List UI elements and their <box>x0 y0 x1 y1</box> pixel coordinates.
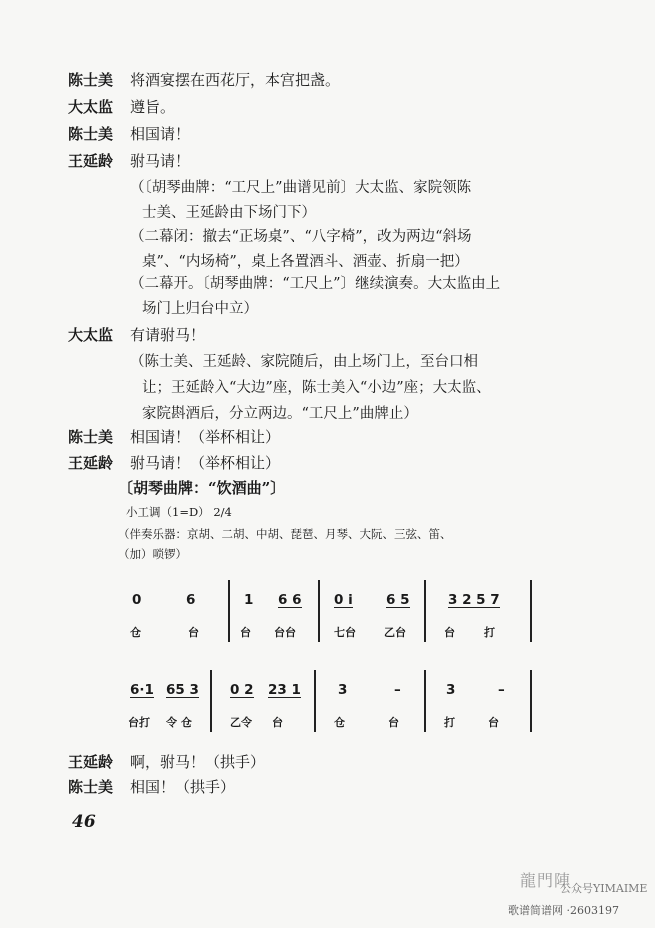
note: – <box>498 682 505 698</box>
note-group: 65 3 <box>166 682 199 698</box>
note-group: 6 6 <box>278 592 302 608</box>
gong-syllable: 台 <box>388 716 399 729</box>
gong-syllable: 台 <box>240 626 251 639</box>
bar-line <box>210 670 212 732</box>
note-group: 6·1 <box>130 682 154 698</box>
note: 1 <box>244 592 254 608</box>
bar-line <box>530 580 532 642</box>
dialogue-text: 将酒宴摆在西花厅，本宫把盏。 <box>130 71 341 89</box>
stage-line: 家院斟酒后，分立两边。“工尺上”曲牌止） <box>142 406 418 422</box>
dialogue-text: 驸马请！ <box>130 152 191 170</box>
note: 3 <box>338 682 348 698</box>
watermark-site: 歌谱简谱网 ·2603197 <box>508 904 619 917</box>
bar-line <box>530 670 532 732</box>
stage-line: 让；王延龄入“大边”座，陈士美入“小边”座；大太监、 <box>142 380 491 396</box>
note <box>448 592 500 608</box>
stage-line: （二幕开。〔胡琴曲牌：“工尺上”〕继续演奏。大太监由上 <box>130 276 501 292</box>
note <box>130 682 154 698</box>
dialogue-text: 驸马请！（举杯相让） <box>130 454 281 472</box>
stage-direction <box>130 176 471 222</box>
note <box>334 592 353 608</box>
note-group: 6 5 <box>386 592 410 608</box>
gong-syllable: 台打 <box>128 716 150 729</box>
note-group: 0 2 <box>230 682 254 698</box>
speaker-name: 陈士美 <box>68 778 114 796</box>
speaker-name: 大太监 <box>68 98 114 116</box>
qupai-title: 〔胡琴曲牌：“饮酒曲”〕 <box>118 479 286 497</box>
note-group: 23 1 <box>268 682 301 698</box>
bar-line <box>314 670 316 732</box>
page-number: 46 <box>72 812 96 832</box>
gong-syllable: 仓 <box>334 716 345 729</box>
instrument-list: （加）唢锣） <box>118 547 187 561</box>
dialogue-text: 啊，驸马！（拱手） <box>130 753 266 771</box>
dialogue-text: 遵旨。 <box>130 98 176 116</box>
stage-line: 场门上归台中立） <box>142 301 258 317</box>
stage-direction <box>130 272 500 318</box>
stage-direction <box>130 350 491 423</box>
score-row <box>118 580 538 650</box>
note: 0 <box>132 592 142 608</box>
gong-syllable: 台台 <box>274 626 296 639</box>
gong-syllable: 打 <box>484 626 495 639</box>
dialogue-text: 有请驸马！ <box>130 326 206 344</box>
stage-direction <box>130 225 472 271</box>
speaker-name: 王延龄 <box>68 152 114 170</box>
watermark-logo: 龍門陣 <box>520 871 572 890</box>
stage-line: （陈士美、王延龄、家院随后，由上场门上，至台口相 <box>130 354 478 370</box>
note <box>230 682 254 698</box>
gong-syllable: 令 仓 <box>166 716 192 729</box>
stage-line: （〔胡琴曲牌：“工尺上”曲谱见前〕大太监、家院领陈 <box>130 180 472 196</box>
stage-line: 士美、王延龄由下场门下） <box>142 205 316 221</box>
speaker-name: 陈士美 <box>68 125 114 143</box>
note <box>268 682 301 698</box>
note-group: 3 2 5 7 <box>448 592 500 608</box>
speaker-name: 陈士美 <box>68 428 114 446</box>
note: – <box>394 682 401 698</box>
key-signature: 小工调（1=D） 2/4 <box>126 505 232 519</box>
gong-syllable: 仓 <box>130 626 141 639</box>
bar-line <box>424 670 426 732</box>
note <box>386 592 410 608</box>
instrument-list: （伴奏乐器：京胡、二胡、中胡、琵琶、月琴、大阮、三弦、笛、 <box>118 527 452 541</box>
speaker-name: 大太监 <box>68 326 114 344</box>
stage-line: 桌”、“内场椅”，桌上各置酒斗、酒壶、折扇一把） <box>142 254 469 270</box>
gong-syllable: 乙台 <box>384 626 406 639</box>
note: 3 <box>446 682 456 698</box>
dialogue-text: 相国请！（举杯相让） <box>130 428 281 446</box>
gong-syllable: 乙令 <box>230 716 252 729</box>
gong-syllable: 台 <box>272 716 283 729</box>
dialogue-text: 相国请！ <box>130 125 191 143</box>
bar-line <box>228 580 230 642</box>
bar-line <box>318 580 320 642</box>
speaker-name: 陈士美 <box>68 71 114 89</box>
speaker-name: 王延龄 <box>68 454 114 472</box>
gong-syllable: 台 <box>488 716 499 729</box>
note-group: 0 i <box>334 592 353 608</box>
note: 6 <box>186 592 196 608</box>
score-row <box>118 670 538 740</box>
watermark-sub: 公众号YIMAIME <box>560 882 648 895</box>
stage-line: （二幕闭：撤去“正场桌”、“八字椅”，改为两边“斜场 <box>130 229 472 245</box>
note <box>278 592 302 608</box>
gong-syllable: 打 <box>444 716 455 729</box>
bar-line <box>424 580 426 642</box>
speaker-name: 王延龄 <box>68 753 114 771</box>
gong-syllable: 台 <box>444 626 455 639</box>
note <box>166 682 199 698</box>
gong-syllable: 七台 <box>334 626 356 639</box>
gong-syllable: 台 <box>188 626 199 639</box>
dialogue-text: 相国！（拱手） <box>130 778 236 796</box>
